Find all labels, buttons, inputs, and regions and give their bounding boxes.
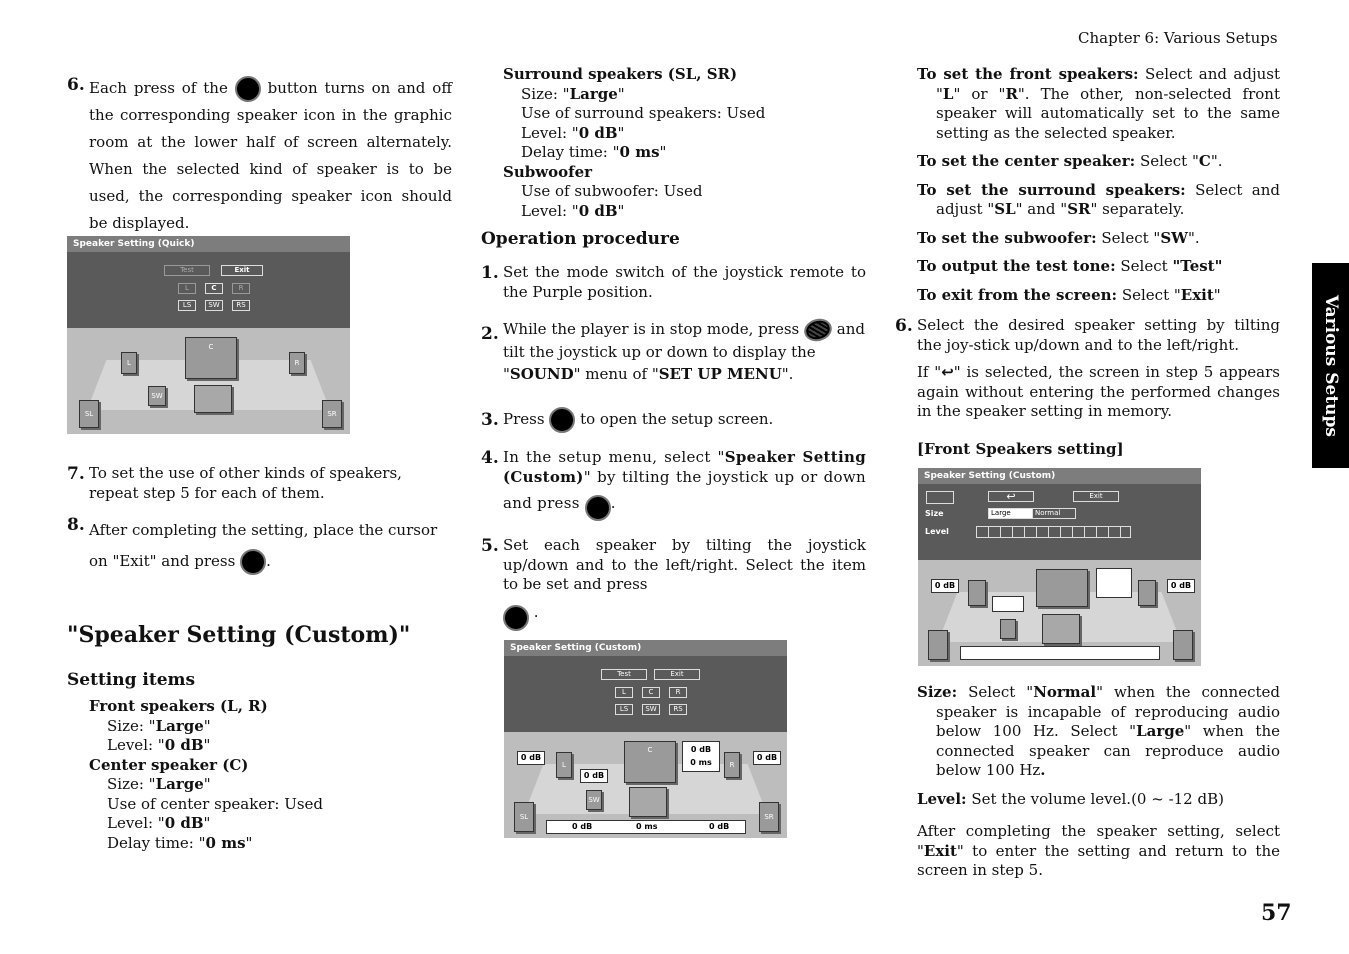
label: To set the front speakers: [917, 65, 1139, 83]
surround-tag-bar [546, 820, 746, 834]
label: Level: " [521, 201, 579, 220]
value: Normal [1033, 683, 1097, 701]
center-instruction [917, 152, 1280, 172]
quote: " [659, 143, 667, 161]
value: 0 dB [578, 201, 618, 220]
joystick-button-icon [585, 495, 611, 521]
text: Select " [957, 683, 1034, 701]
exit-box: Exit [1073, 491, 1119, 502]
surround-tag-bar [960, 646, 1160, 660]
text: " or " [953, 84, 1006, 103]
text: Select " [1096, 228, 1161, 247]
text: ". [1210, 152, 1223, 170]
tag-l-level: 0 dB [931, 579, 959, 593]
level-note [917, 790, 1280, 810]
seat [629, 787, 667, 817]
return-arrow-icon: ↩ [941, 363, 954, 381]
center-title: Center speaker (C) [89, 755, 249, 774]
spk-select-c: C [642, 687, 660, 698]
value: 0 dB [164, 814, 204, 832]
text: ". [781, 365, 794, 383]
speaker-l [968, 580, 986, 606]
text: " [1213, 285, 1221, 304]
screen-speaker-custom [504, 640, 787, 838]
tag-center-blank [1096, 568, 1132, 598]
center-level [89, 814, 323, 834]
text: Press [503, 410, 545, 428]
value: L [942, 84, 954, 103]
screen-title: Speaker Setting (Custom) [918, 468, 1201, 484]
text: " by tilting the joystick up or down and press [503, 467, 866, 512]
text: " menu of " [573, 365, 659, 383]
exit-box: Exit [221, 265, 263, 276]
spk-select-r: R [669, 687, 687, 698]
blank-box [926, 491, 954, 504]
surround-size [503, 85, 765, 105]
text: Select [1115, 257, 1173, 275]
text: " and " [1015, 200, 1068, 218]
value: Large [569, 84, 618, 103]
value: C [1198, 152, 1211, 170]
screen-title: Speaker Setting (Quick) [67, 236, 350, 252]
step-number: 1. [481, 263, 499, 283]
center-delay [89, 834, 323, 854]
step6-text-a: Each press of the [89, 79, 228, 97]
spk-select-ls: LS [178, 300, 196, 311]
label: Size: " [107, 716, 156, 735]
step-number: 4. [481, 448, 499, 468]
instructions-block [917, 65, 1280, 305]
text: Set the volume level.(0 ~ -12 dB) [966, 789, 1224, 808]
speaker-sw: SW [586, 790, 602, 810]
label: To set the surround speakers: [917, 180, 1186, 199]
sub-instruction [917, 229, 1280, 249]
if-text [917, 363, 1280, 422]
value: R [1005, 84, 1018, 103]
op-step5-text [503, 536, 866, 631]
text: Select the desired speaker setting by tilting the joy-stick up/down and to the left/right. [917, 316, 1280, 354]
op-step4-text [503, 448, 866, 521]
exit-box: Exit [654, 669, 700, 680]
text: Select " [1117, 285, 1181, 304]
value: 0 ms [619, 143, 660, 161]
screen-title: Speaker Setting (Custom) [504, 640, 787, 656]
value: "Test" [1172, 257, 1223, 275]
test-box: Test [601, 669, 647, 680]
side-tab-label: Various Setups [1320, 294, 1341, 437]
value: 0 ms [205, 833, 246, 852]
setup-button-icon [802, 316, 835, 344]
page-number: 57 [1261, 900, 1292, 926]
label: To set the center speaker: [917, 152, 1136, 170]
center-level: 0 dB [690, 745, 712, 754]
notes-block [917, 683, 1280, 881]
label: Level: " [521, 123, 579, 142]
front-title: Front speakers (L, R) [89, 697, 268, 715]
spk-select-sw: SW [205, 300, 223, 311]
surround-block [503, 65, 765, 221]
speaker-sr: SR [322, 400, 342, 428]
front-instruction [917, 65, 1280, 143]
joystick-button-icon [235, 76, 261, 102]
front-speakers-block [89, 697, 323, 853]
tag-l-level: 0 dB [517, 751, 545, 765]
text: If " [917, 363, 942, 381]
text: " when the connected speaker can reproduce audio below 100 Hz [936, 722, 1280, 779]
setting-items-heading: Setting items [67, 670, 196, 690]
front-speakers-heading: [Front Speakers setting] [917, 440, 1124, 458]
label: Size: " [521, 84, 570, 103]
screen-front-speakers [918, 468, 1201, 666]
value: 0 dB [578, 123, 618, 142]
surround-title: Surround speakers (SL, SR) [503, 65, 738, 83]
text: to open the setup screen. [580, 410, 774, 428]
label: Delay time: " [107, 833, 206, 852]
speaker-c: C [624, 741, 676, 783]
joystick-button-icon [240, 549, 266, 575]
label: Level: " [107, 736, 165, 754]
step6b-text [917, 316, 1280, 422]
speaker-r [1138, 580, 1156, 606]
quote: " [617, 123, 625, 142]
text: " separately. [1090, 200, 1185, 218]
speaker-r: R [724, 752, 740, 778]
step-number: 8. [67, 515, 85, 535]
test-box: Test [164, 265, 210, 276]
spk-select-rs: RS [232, 300, 250, 311]
menu-item: Speaker Setting (Custom) [503, 448, 866, 486]
sound-menu: SOUND [509, 365, 574, 383]
size-normal-option: Normal [1032, 508, 1076, 519]
size-label: Size [925, 509, 944, 518]
step-number: 6. [67, 75, 85, 95]
step-number: 3. [481, 410, 499, 430]
size-large-option: Large [988, 508, 1036, 519]
center-size [89, 775, 323, 795]
value: Exit [1180, 285, 1214, 304]
joystick-button-icon [549, 407, 575, 433]
quote: " [203, 716, 211, 735]
surround-instruction [917, 181, 1280, 220]
after-note [917, 822, 1280, 881]
speaker-l: L [121, 352, 137, 374]
speaker-sr: SR [759, 802, 779, 832]
step8-text-b: . [266, 552, 271, 570]
text: While the player is in stop mode, press [503, 320, 800, 338]
spk-select-l: L [178, 283, 196, 294]
speaker-sl [928, 630, 948, 660]
text: . [533, 602, 539, 621]
text: . [1040, 761, 1046, 779]
speaker-sl: SL [79, 400, 99, 428]
section-title: "Speaker Setting (Custom)" [67, 622, 411, 648]
tag-sw-blank [992, 596, 1024, 612]
surround-delay [503, 143, 765, 163]
text: " is selected, the screen in step 5 appears again without entering the performed changes in the speaker setting in memory. [917, 363, 1280, 420]
label: Size: [917, 683, 958, 701]
value: Large [155, 775, 204, 793]
op-step3-text [503, 405, 866, 433]
side-tab [1312, 263, 1349, 468]
text: ". [1188, 228, 1200, 247]
label: To output the test tone: [917, 257, 1116, 275]
seat [194, 385, 232, 413]
level-meter [976, 526, 1131, 538]
text: " when the connected speaker is incapable of reproducing audio below 100 Hz. Select " [936, 683, 1280, 740]
sub-title: Subwoofer [503, 162, 593, 181]
spk-select-rs: RS [669, 704, 687, 715]
speaker-sw: SW [148, 386, 166, 406]
quote: " [203, 814, 211, 832]
center-delay: 0 ms [690, 758, 712, 767]
step8-text-a: After completing the setting, place the cursor on "Exit" and press [89, 521, 438, 570]
step8-text [89, 515, 452, 577]
step6-text-b: button turns on and off the corresponding speaker icon in the graphic room at the lower half of screen alternately. When the selected kind of speaker is to be used, the corresponding speaker icon should be displayed. [89, 79, 452, 232]
value: SW [1160, 228, 1188, 247]
surround-use: Use of surround speakers: Used [521, 104, 766, 122]
spk-select-sw: SW [642, 704, 660, 715]
spk-select-r: R [232, 283, 250, 294]
tag-center [682, 741, 720, 772]
step6-text [89, 75, 452, 237]
quote: " [203, 736, 211, 754]
exit-instruction [917, 286, 1280, 306]
text: and tilt the joystick up or down to display the " [503, 320, 865, 383]
speaker-c [1036, 569, 1088, 607]
step-number: 2. [481, 324, 499, 344]
quote: " [203, 775, 211, 793]
step7-text: To set the use of other kinds of speakers, repeat step 5 for each of them. [89, 464, 402, 502]
value: 0 dB [164, 736, 204, 754]
surround-delay: 0 ms [636, 822, 658, 831]
spk-select-l: L [615, 687, 633, 698]
op-step1-text: Set the mode switch of the joystick remote to the Purple position. [503, 263, 866, 301]
speaker-l: L [556, 752, 572, 778]
front-level [89, 736, 323, 756]
level-label: Level [925, 527, 949, 536]
sub-level [503, 202, 765, 222]
value: Large [155, 716, 204, 735]
speaker-c: C [185, 337, 237, 379]
text: " to enter the setting and return to the screen in step 5. [917, 841, 1280, 879]
label: Size: " [107, 775, 156, 793]
front-size [89, 717, 323, 737]
quote: " [617, 201, 625, 220]
text: In the setup menu, select " [503, 448, 725, 466]
tag-sw-level: 0 dB [580, 769, 608, 783]
size-note [917, 683, 1280, 781]
value: Exit [923, 841, 957, 860]
op-step2-text [503, 318, 866, 385]
text: Select and adjust " [936, 180, 1280, 218]
text: Set each speaker by tilting the joystick up/down and to the left/right. Select the item to be set and press [503, 536, 866, 593]
label: Delay time: " [521, 143, 620, 161]
text: After completing the speaker setting, select " [917, 822, 1280, 860]
test-instruction [917, 257, 1280, 277]
center-use: Use of center speaker: Used [107, 794, 324, 813]
speaker-sr [1173, 630, 1193, 660]
screen-speaker-quick [67, 236, 350, 434]
operation-heading: Operation procedure [481, 229, 680, 249]
value: Large [1136, 722, 1185, 740]
chapter-header: Chapter 6: Various Setups [1078, 29, 1278, 47]
value: SR [1067, 200, 1091, 218]
seat [1042, 614, 1080, 644]
tag-r-level: 0 dB [1167, 579, 1195, 593]
step-number: 7. [67, 464, 85, 484]
text: . [610, 494, 616, 512]
step-number: 6. [895, 316, 913, 336]
sl-level: 0 dB [572, 822, 593, 831]
speaker-sw [1000, 619, 1016, 639]
label: To exit from the screen: [917, 285, 1118, 304]
surround-level [503, 124, 765, 144]
label: Level: " [107, 814, 165, 832]
return-arrow-icon: ↩ [988, 491, 1034, 502]
speaker-sl: SL [514, 802, 534, 832]
spk-select-c: C [205, 283, 223, 294]
sr-level: 0 dB [709, 822, 730, 831]
label: To set the subwoofer: [917, 228, 1097, 247]
setup-menu: SET UP MENU [658, 365, 782, 383]
spk-select-ls: LS [615, 704, 633, 715]
value: SL [994, 200, 1016, 218]
sub-use: Use of subwoofer: Used [521, 182, 703, 200]
text: Select " [1135, 152, 1199, 170]
quote: " [617, 84, 625, 103]
speaker-r: R [289, 352, 305, 374]
step-number: 5. [481, 536, 499, 556]
quote: " [245, 833, 253, 852]
text: ". The other, non-selected front speaker will automatically set to the same setting as the selected speaker. [936, 84, 1280, 142]
text: Select and adjust " [936, 65, 1280, 103]
joystick-button-icon [503, 605, 529, 631]
label: Level: [917, 789, 967, 808]
tag-r-level: 0 dB [753, 751, 781, 765]
